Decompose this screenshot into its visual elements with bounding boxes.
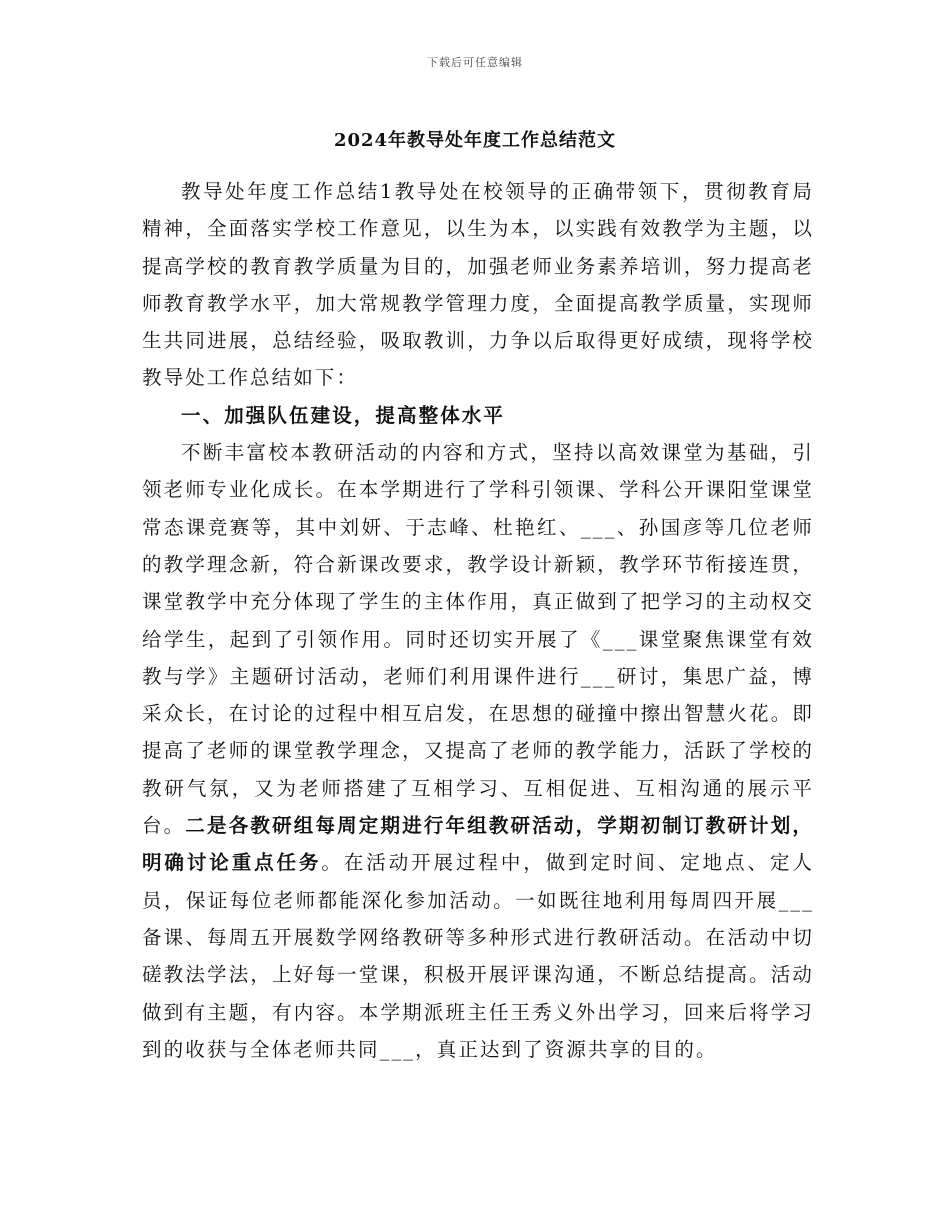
intro-paragraph: 教导处年度工作总结1教导处在校领导的正确带领下，贯彻教育局精神，全面落实学校工作意见，以生为本，以实践有效教学为主题，以提高学校的教育教学质量为目的，加强老师业务素养培训，努力提高老师教育教学水平，加大常规教学管理力度，全面提高教学质量，实现师生共同进展，总结经验，吸取教训，力争以后取得更好成绩，现将学校教导处工作总结如下： <box>142 180 814 390</box>
paragraph-bold-text: 二是各教研组每周定期进行年组教研活动，学期初制订教研计划，明确讨论重点任务 <box>142 814 814 875</box>
document-body <box>142 173 814 1068</box>
paragraph-text-part2: 。在活动开展过程中，做到定时间、定地点、定人员，保证每位老师都能深化参加活动。一如既往地利用每周四开展___备课、每周五开展数学网络教研等多种形式进行教研活动。在活动中切磋教法学法，上好每一堂课，积极开展评课沟通，不断总结提高。活动做到有主题，有内容。本学期派班主任王秀义外出学习，回来后将学习到的收获与全体老师共同___，真正达到了资源共享的目的。 <box>142 851 814 1061</box>
header-note: 下载后可任意编辑 <box>427 56 523 69</box>
paragraph-text-part1: 不断丰富校本教研活动的内容和方式，坚持以高效课堂为基础，引领老师专业化成长。在本学期进行了学科引领课、学科公开课阳堂课堂常态课竞赛等，其中刘妍、于志峰、杜艳红、___、孙国彦等几位老师的教学理念新，符合新课改要求，教学设计新颖，教学环节衔接连贯，课堂教学中充分体现了学生的主体作用，真正做到了把学习的主动权交给学生，起到了引领作用。同时还切实开展了《___课堂聚焦课堂有效教与学》主题研讨活动，老师们利用课件进行___研讨，集思广益，博采众长，在讨论的过程中相互启发，在思想的碰撞中擦出智慧火花。即提高了老师的课堂教学理念，又提高了老师的教学能力，活跃了学校的教研气氛，又为老师搭建了互相学习、互相促进、互相沟通的展示平台。 <box>142 441 814 838</box>
document-title: 2024年教导处年度工作总结范文 <box>333 130 617 151</box>
section-heading: 一、加强队伍建设，提高整体水平 <box>181 403 506 427</box>
section-paragraph <box>142 434 814 1068</box>
